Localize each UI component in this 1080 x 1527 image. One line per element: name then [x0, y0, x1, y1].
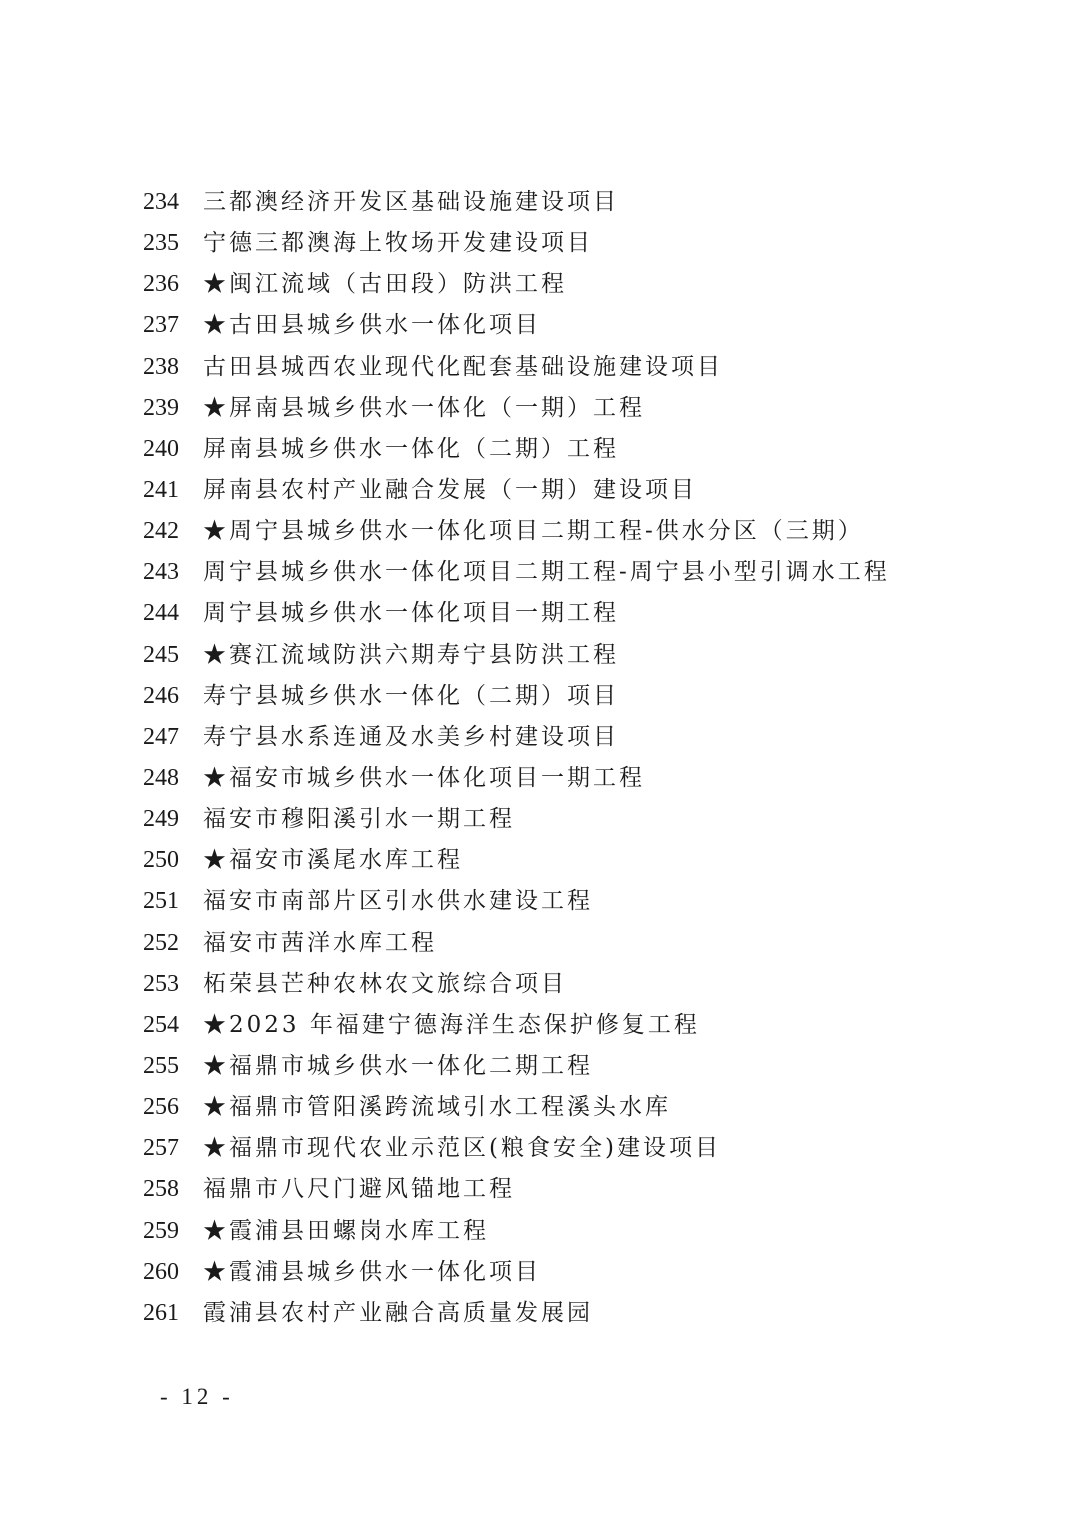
project-number: 261 [143, 1299, 179, 1326]
project-number: 235 [143, 230, 179, 257]
list-item [143, 840, 890, 881]
project-number: 259 [143, 1217, 179, 1244]
project-number: 245 [143, 641, 179, 668]
list-item [143, 1211, 890, 1252]
list-item [143, 305, 890, 346]
list-item [143, 264, 890, 305]
list-item [143, 881, 890, 922]
project-number: 260 [143, 1258, 179, 1285]
page-number: - 12 - [160, 1384, 234, 1409]
project-number: 234 [143, 189, 179, 215]
project-number: 241 [143, 476, 179, 503]
list-item [143, 635, 890, 676]
list-item [143, 676, 890, 717]
project-number: 237 [143, 312, 179, 339]
list-item [143, 511, 890, 552]
list-item [143, 223, 890, 264]
list-item [143, 1293, 890, 1334]
project-name: ★福安市城乡供水一体化项目一期工程 [203, 764, 645, 791]
list-item [143, 593, 890, 634]
project-number: 256 [143, 1094, 179, 1121]
project-name: 周宁县城乡供水一体化项目一期工程 [203, 600, 619, 627]
project-name: 屏南县城乡供水一体化（二期）工程 [203, 435, 619, 462]
project-number: 240 [143, 435, 179, 462]
project-number: 246 [143, 682, 179, 709]
project-name: 福安市茜洋水库工程 [203, 929, 437, 956]
project-name: 福安市南部片区引水供水建设工程 [203, 888, 593, 915]
project-number: 243 [143, 559, 179, 586]
project-number: 252 [143, 929, 179, 956]
project-name: 寿宁县水系连通及水美乡村建设项目 [203, 723, 619, 750]
project-number: 255 [143, 1052, 179, 1079]
list-item [143, 552, 890, 593]
project-name: ★福安市溪尾水库工程 [203, 847, 463, 874]
list-item [143, 758, 890, 799]
list-item [143, 717, 890, 758]
project-name: 周宁县城乡供水一体化项目二期工程-周宁县小型引调水工程 [203, 559, 890, 586]
project-number: 258 [143, 1176, 179, 1203]
list-item [143, 347, 890, 388]
list-item [143, 1128, 890, 1169]
project-name: ★闽江流域（古田段）防洪工程 [203, 271, 567, 298]
project-number: 254 [143, 1011, 179, 1038]
list-item [143, 923, 890, 964]
project-name: ★福鼎市管阳溪跨流域引水工程溪头水库 [203, 1094, 671, 1121]
project-name: 三都澳经济开发区基础设施建设项目 [203, 189, 619, 215]
project-name: 霞浦县农村产业融合高质量发展园 [203, 1299, 593, 1326]
project-name: 福鼎市八尺门避风锚地工程 [203, 1176, 515, 1203]
project-name: ★2023 年福建宁德海洋生态保护修复工程 [203, 1011, 700, 1038]
project-number: 249 [143, 806, 179, 833]
project-name: 寿宁县城乡供水一体化（二期）项目 [203, 682, 619, 709]
list-item [143, 182, 890, 223]
project-number: 238 [143, 353, 179, 380]
project-number: 253 [143, 970, 179, 997]
list-item [143, 1005, 890, 1046]
project-number: 242 [143, 518, 179, 545]
project-name: ★福鼎市现代农业示范区(粮食安全)建设项目 [203, 1135, 721, 1162]
list-item [143, 429, 890, 470]
project-name: ★霞浦县田螺岗水库工程 [203, 1217, 489, 1244]
project-number: 236 [143, 271, 179, 298]
list-item [143, 799, 890, 840]
project-number: 251 [143, 888, 179, 915]
project-name: 屏南县农村产业融合发展（一期）建设项目 [203, 476, 697, 503]
project-name: ★霞浦县城乡供水一体化项目 [203, 1258, 541, 1285]
list-item [143, 964, 890, 1005]
project-number: 239 [143, 394, 179, 421]
project-number: 244 [143, 600, 179, 627]
project-name: ★福鼎市城乡供水一体化二期工程 [203, 1052, 593, 1079]
list-item [143, 1169, 890, 1210]
project-list [143, 182, 890, 1334]
project-name: ★周宁县城乡供水一体化项目二期工程-供水分区（三期） [203, 518, 864, 545]
list-item [143, 1252, 890, 1293]
project-name: ★屏南县城乡供水一体化（一期）工程 [203, 394, 645, 421]
list-item [143, 1046, 890, 1087]
project-name: 宁德三都澳海上牧场开发建设项目 [203, 230, 593, 257]
project-number: 250 [143, 847, 179, 874]
list-item [143, 1087, 890, 1128]
project-number: 257 [143, 1135, 179, 1162]
project-number: 248 [143, 764, 179, 791]
project-number: 247 [143, 723, 179, 750]
project-name: ★古田县城乡供水一体化项目 [203, 312, 541, 339]
project-name: 古田县城西农业现代化配套基础设施建设项目 [203, 353, 723, 380]
list-item [143, 470, 890, 511]
list-item [143, 388, 890, 429]
project-name: 福安市穆阳溪引水一期工程 [203, 806, 515, 833]
project-name: 柘荣县芒种农林农文旅综合项目 [203, 970, 567, 997]
project-name: ★赛江流域防洪六期寿宁县防洪工程 [203, 641, 619, 668]
